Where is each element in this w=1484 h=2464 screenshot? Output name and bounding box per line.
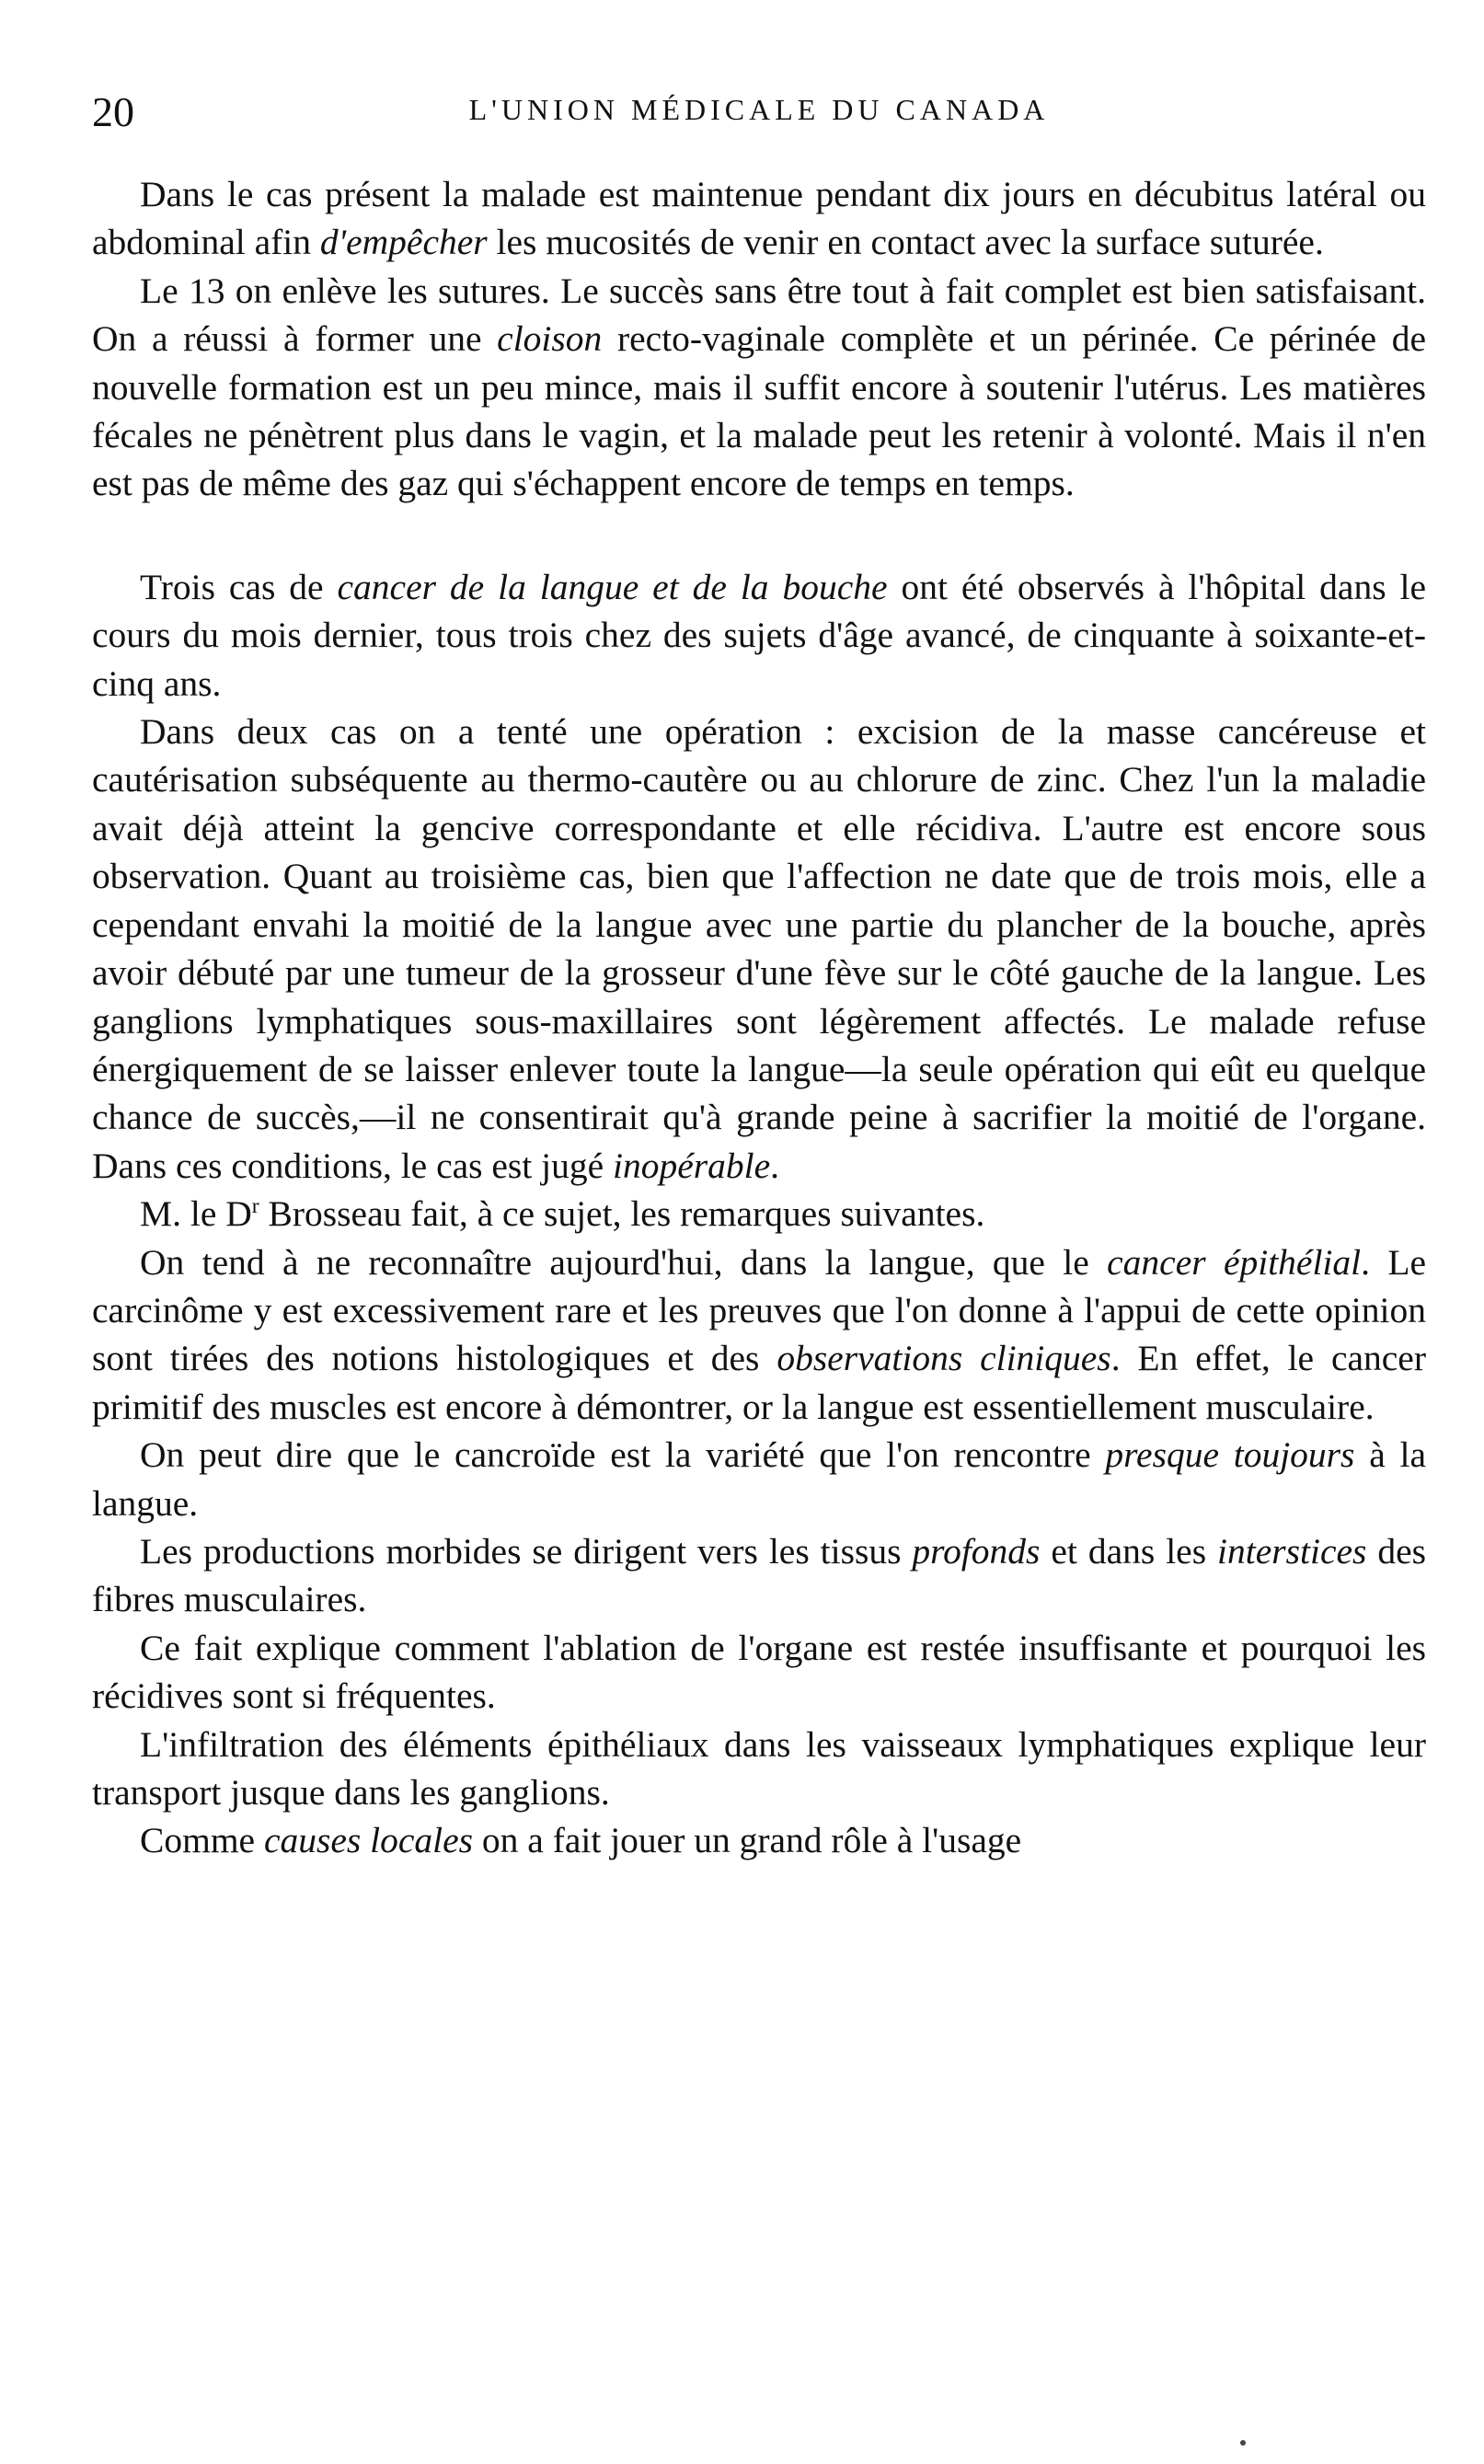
paragraph	[92, 1238, 1426, 1432]
paragraph	[92, 1721, 1426, 1817]
text-run: Le 13 on enlève les sutures. Le succès sans être tout à fait complet est bien satisfaisant. On a réussi à former une	[92, 270, 1426, 360]
stray-ink-dot	[1240, 2440, 1246, 2446]
text-run: . Le carcinôme y est excessivement rare et les preuves que l'on donne à l'appui de cette opinion sont tirées des notions histologiques et des	[92, 1241, 1427, 1379]
paragraph	[92, 563, 1426, 708]
page-header	[92, 87, 1426, 152]
italic-text: d'empêcher	[319, 222, 488, 263]
text-run: Trois cas de	[140, 566, 338, 607]
body-text	[92, 170, 1426, 1865]
italic-text: inopérable	[613, 1145, 771, 1186]
italic-text: presque toujours	[1105, 1434, 1355, 1476]
text-run: Ce fait explique comment l'ablation de l'organe est restée insuffisante et pourquoi les récidives sont si fréquentes.	[92, 1627, 1426, 1717]
text-run: Comme	[140, 1820, 264, 1861]
text-run: les mucosités de venir en contact avec la surface suturée.	[487, 222, 1324, 263]
paragraph	[92, 1527, 1426, 1624]
text-run: M. le D	[140, 1193, 252, 1235]
text-run: ont été observés à l'hôpital dans le cours du mois dernier, tous trois chez des sujets d'âge avancé, de cinquante à soixante-et-cinq ans.	[92, 566, 1426, 704]
paragraph	[92, 1624, 1426, 1721]
section-gap	[92, 508, 1426, 563]
text-run: Les productions morbides se dirigent vers les tissus	[140, 1530, 913, 1572]
text-run: on a fait jouer un grand rôle à l'usage	[473, 1820, 1022, 1861]
paragraph	[92, 708, 1426, 1190]
superscript-text: r	[251, 1193, 259, 1218]
text-run: et dans les	[1040, 1530, 1218, 1572]
paragraph	[92, 267, 1426, 508]
italic-text: profonds	[912, 1530, 1041, 1572]
text-run: .	[770, 1145, 780, 1186]
paragraph	[92, 1816, 1426, 1864]
text-run: . En effet, le cancer primitif des muscles est encore à démontrer, or la langue est essentiellement musculaire.	[92, 1338, 1426, 1427]
text-run: Dans le cas présent la malade est maintenue pendant dix jours en décubitus latéral ou abdominal afin	[92, 174, 1426, 263]
italic-text: causes locales	[263, 1820, 474, 1861]
italic-text: cloison	[497, 318, 603, 360]
text-run: Dans deux cas on a tenté une opération : excision de la masse cancéreuse et cautérisation subséquente au thermo-cautère ou au chlorure de zinc. Chez l'un la maladie avait déjà atteint la gencive correspondante et elle récidiva. L'autre est encore sous observation. Quant au troisième cas, bien que l'affection ne date que de trois mois, elle a cependant envahi la moitié de la langue avec une partie du plancher de la bouche, après avoir débuté par une tumeur de la grosseur d'une fève sur le côté gauche de la langue. Les ganglions lymphatiques sous-maxillaires sont légèrement affectés. Le malade refuse énergiquement de se laisser enlever toute la langue—la seule opération qui eût eu quelque chance de succès,—il ne consentirait qu'à grande peine à sacrifier la moitié de l'organe. Dans ces conditions, le cas est jugé	[92, 711, 1426, 1186]
text-run: recto-vaginale complète et un périnée. Ce périnée de nouvelle formation est un peu mince, mais il suffit encore à soutenir l'utérus. Les matières fécales ne pénètrent plus dans le vagin, et la malade peut les retenir à volonté. Mais il n'en est pas de même des gaz qui s'échappent encore de temps en temps.	[92, 318, 1426, 504]
italic-text: cancer de la langue et de la bouche	[337, 566, 888, 607]
text-run: des fibres musculaires.	[92, 1530, 1426, 1620]
page-number: 20	[92, 88, 134, 135]
document-page	[92, 87, 1426, 1865]
italic-text: interstices	[1217, 1530, 1367, 1572]
italic-text: observations cliniques	[777, 1338, 1111, 1379]
paragraph	[92, 170, 1426, 267]
text-run: On tend à ne reconnaître aujourd'hui, dans la langue, que le	[140, 1241, 1108, 1283]
paragraph	[92, 1431, 1426, 1527]
text-run: à la langue.	[92, 1434, 1426, 1524]
italic-text: cancer épithélial	[1107, 1241, 1362, 1283]
text-run: Brosseau fait, à ce sujet, les remarques suivantes.	[259, 1193, 985, 1235]
running-title: L'UNION MÉDICALE DU CANADA	[468, 93, 1050, 126]
text-run: L'infiltration des éléments épithéliaux dans les vaisseaux lymphatiques explique leur transport jusque dans les ganglions.	[92, 1723, 1426, 1813]
paragraph	[92, 1190, 1426, 1238]
text-run: On peut dire que le cancroïde est la variété que l'on rencontre	[140, 1434, 1106, 1476]
